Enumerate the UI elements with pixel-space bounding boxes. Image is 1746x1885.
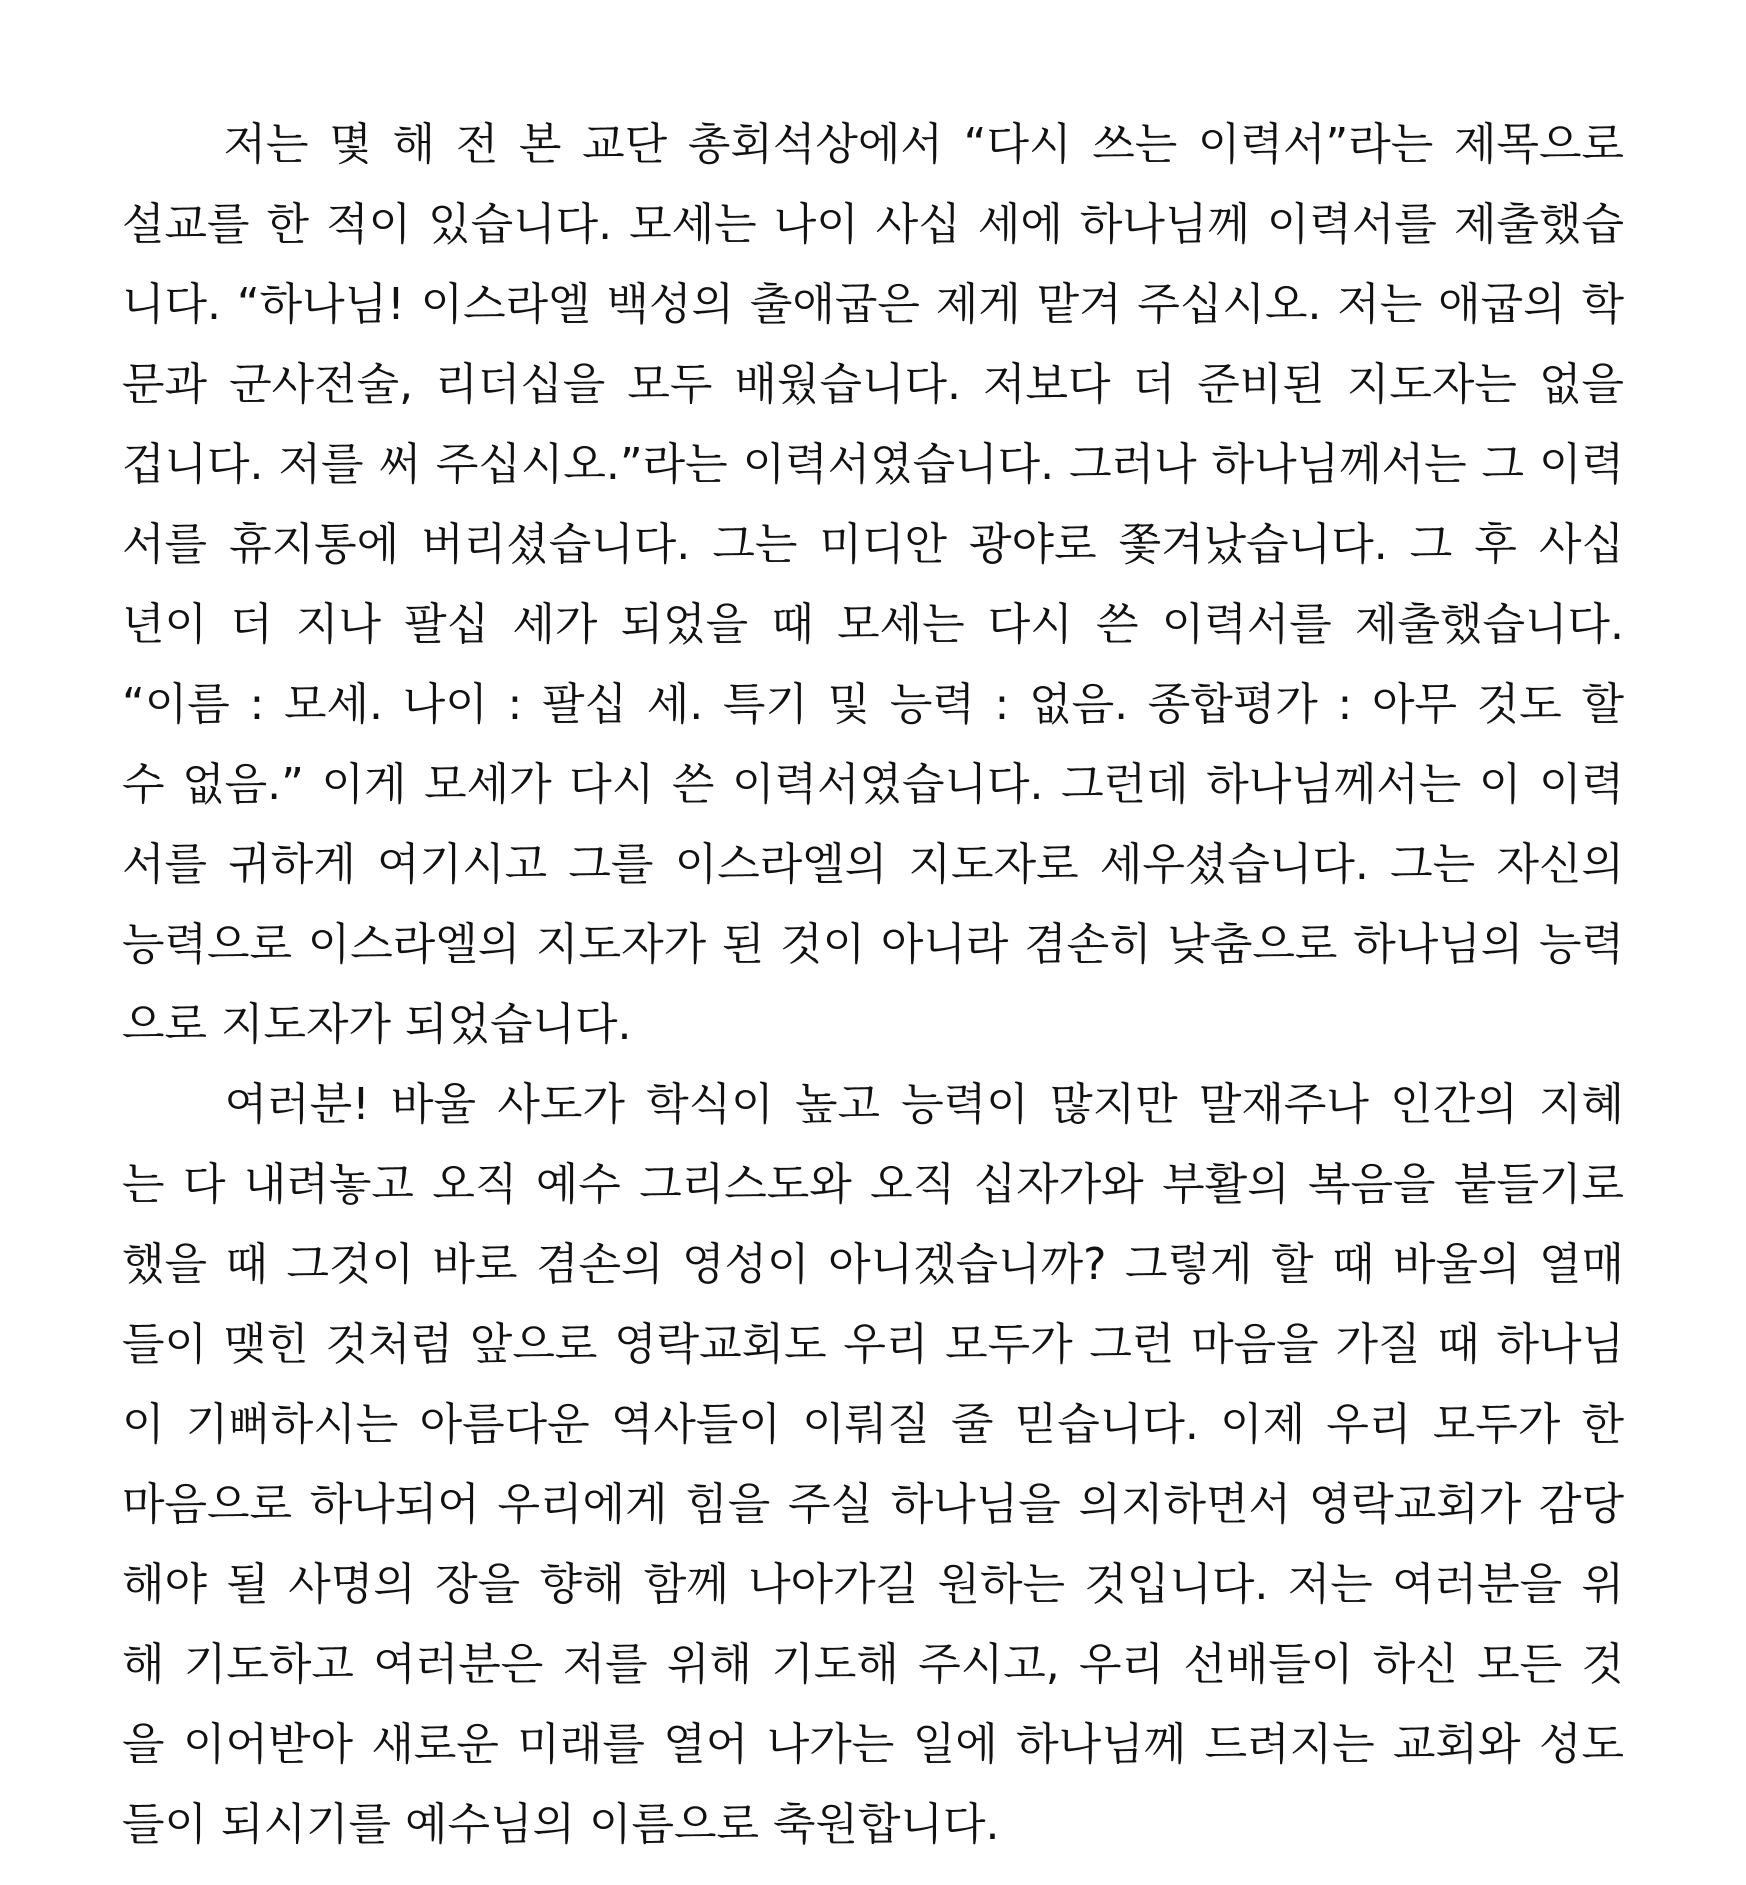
text-line: 여러분! 바울 사도가 학식이 높고 능력이 많지만 말재주나 인간의 지혜 <box>122 1079 1624 1130</box>
text-line: 들이 되시기를 예수님의 이름으로 축원합니다. <box>122 1799 1000 1850</box>
text-line: 능력으로 이스라엘의 지도자가 된 것이 아니라 겸손히 낮춤으로 하나님의 능력 <box>122 919 1624 970</box>
text-line: 을 이어받아 새로운 미래를 열어 나가는 일에 하나님께 드려지는 교회와 성도 <box>122 1719 1624 1770</box>
text-line: 해야 될 사명의 장을 향해 함께 나아가길 원하는 것입니다. 저는 여러분을 위 <box>122 1559 1625 1610</box>
text-line: 수 없음.” 이게 모세가 다시 쓴 이력서였습니다. 그런데 하나님께서는 이 이력 <box>122 759 1624 810</box>
paragraph-1 <box>122 105 1624 1065</box>
text-line: 겁니다. 저를 써 주십시오.”라는 이력서였습니다. 그러나 하나님께서는 그 이력 <box>122 439 1624 490</box>
text-line: 설교를 한 적이 있습니다. 모세는 나이 사십 세에 하나님께 이력서를 제출했습 <box>122 199 1624 250</box>
text-line: 서를 귀하게 여기시고 그를 이스라엘의 지도자로 세우셨습니다. 그는 자신의 <box>122 839 1624 890</box>
text-line: “이름 : 모세. 나이 : 팔십 세. 특기 및 능력 : 없음. 종합평가 : 아무 것도 할 <box>122 679 1624 730</box>
text-line: 는 다 내려놓고 오직 예수 그리스도와 오직 십자가와 부활의 복음을 붙들기로 <box>122 1159 1624 1210</box>
text-line: 마음으로 하나되어 우리에게 힘을 주실 하나님을 의지하면서 영락교회가 감당 <box>122 1479 1624 1530</box>
text-line: 문과 군사전술, 리더십을 모두 배웠습니다. 저보다 더 준비된 지도자는 없을 <box>122 359 1624 410</box>
text-line: 했을 때 그것이 바로 겸손의 영성이 아니겠습니까? 그렇게 할 때 바울의 열매 <box>122 1239 1624 1290</box>
text-line: 년이 더 지나 팔십 세가 되었을 때 모세는 다시 쓴 이력서를 제출했습니다. <box>122 599 1624 650</box>
text-line: 으로 지도자가 되었습니다. <box>122 999 632 1050</box>
text-line: 저는 몇 해 전 본 교단 총회석상에서 “다시 쓰는 이력서”라는 제목으로 <box>122 119 1624 170</box>
text-line: 들이 맺힌 것처럼 앞으로 영락교회도 우리 모두가 그런 마음을 가질 때 하나님 <box>122 1319 1624 1370</box>
paragraph-2 <box>122 1065 1624 1865</box>
text-line: 이 기뻐하시는 아름다운 역사들이 이뤄질 줄 믿습니다. 이제 우리 모두가 한 <box>122 1399 1624 1450</box>
text-line: 니다. “하나님! 이스라엘 백성의 출애굽은 제게 맡겨 주십시오. 저는 애굽의 학 <box>122 279 1624 330</box>
text-line: 서를 휴지통에 버리셨습니다. 그는 미디안 광야로 쫓겨났습니다. 그 후 사십 <box>122 519 1624 570</box>
text-line: 해 기도하고 여러분은 저를 위해 기도해 주시고, 우리 선배들이 하신 모든 것 <box>122 1639 1625 1690</box>
